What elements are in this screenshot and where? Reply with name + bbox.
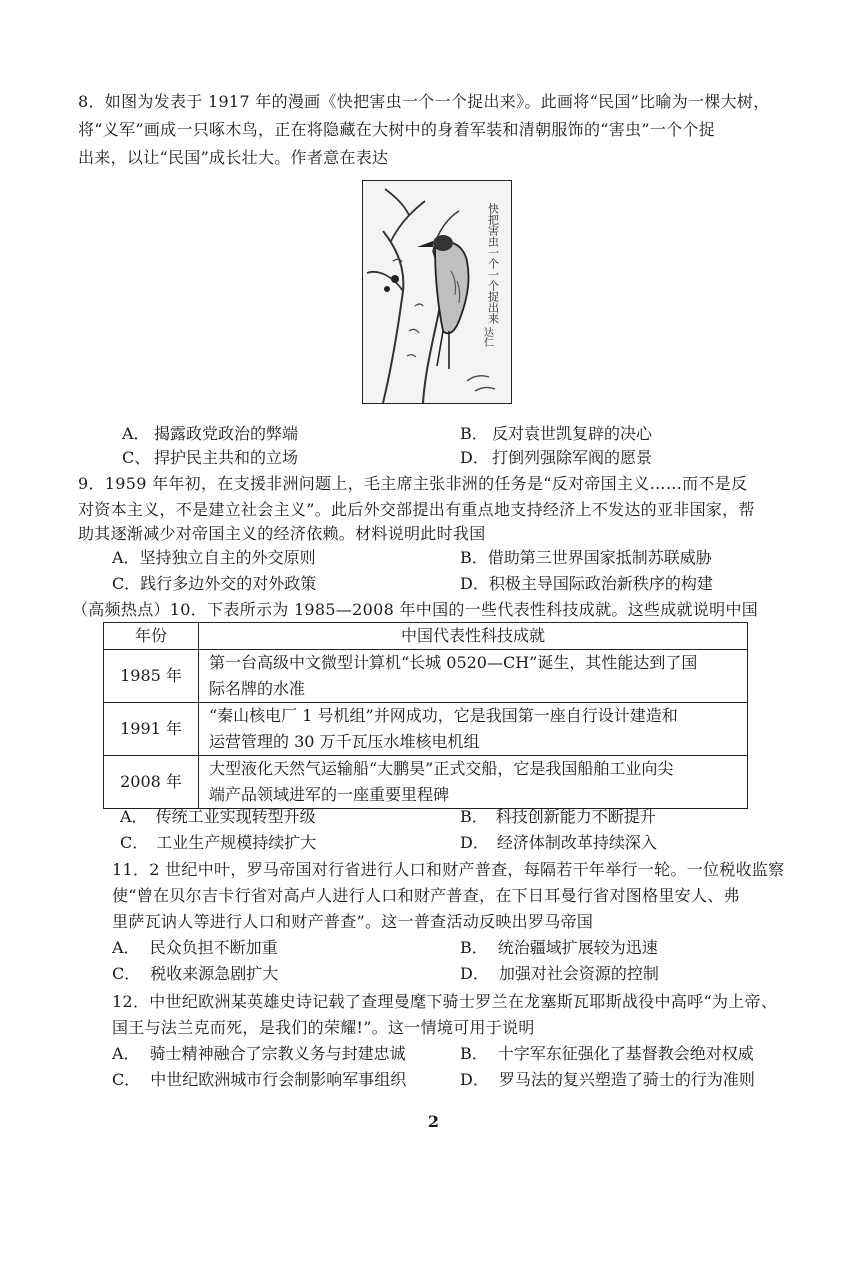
q8-option-a[interactable] [122, 422, 298, 446]
q12-option-b-key: B． [460, 1044, 488, 1063]
q12-option-a-text: 骑士精神融合了宗教义务与封建忠诚 [149, 1044, 406, 1063]
q10-option-c-key: C． [120, 833, 149, 852]
q12-stem-line-1: 12．中世纪欧洲某英雄史诗记载了查理曼麾下骑士罗兰在龙塞斯瓦耶斯战役中高呼“为上帝、 [112, 992, 778, 1011]
q8-option-a-text: 揭露政党政治的弊端 [154, 424, 299, 443]
q10-option-a[interactable] [120, 805, 316, 829]
q11-option-a-key: A． [112, 938, 140, 957]
q9-option-a-text: 坚持独立自主的外交原则 [139, 548, 316, 567]
q8-option-c[interactable] [122, 446, 298, 470]
q8-stem-line-2: 将“义军”画成一只啄木鸟，正在将隐藏在大树中的身着军装和清朝服饰的“害虫”一个个捉 [78, 120, 716, 139]
q11-option-b-key: B． [460, 938, 488, 957]
q11-stem-line-1: 11．2 世纪中叶，罗马帝国对行省进行人口和财产普查，每隔若干年举行一轮。一位税收监察 [112, 860, 785, 879]
q8-option-b[interactable] [460, 422, 652, 446]
q9-option-b[interactable] [460, 546, 712, 570]
q8-option-b-key: B． [460, 424, 488, 443]
q12-option-c-text: 中世纪欧洲城市行会制影响军事组织 [150, 1070, 407, 1089]
q8-option-d-text: 打倒列强除军阀的愿景 [492, 448, 653, 467]
q9-option-c[interactable] [112, 572, 316, 596]
q11-option-c[interactable] [112, 962, 278, 986]
table-row [104, 650, 748, 703]
q12-option-b[interactable] [460, 1042, 754, 1066]
achievement-line: 际名牌的水准 [209, 679, 306, 698]
achievement-line: 运营管理的 30 万千瓦压水堆核电机组 [209, 732, 480, 751]
q9-stem-line-1: 9．1959 年年初，在支援非洲问题上，毛主席主张非洲的任务是“反对帝国主义……而不是反 [78, 474, 748, 493]
q12-option-d-key: D． [460, 1070, 489, 1089]
q10-option-c[interactable] [120, 831, 316, 855]
q12-option-c[interactable] [112, 1068, 406, 1092]
table-cell-year: 1991 年 [104, 703, 199, 756]
page-number: 2 [427, 1112, 440, 1131]
q8-stem-line-1: 8．如图为发表于 1917 年的漫画《快把害虫一个一个捉出来》。此画将“民国”比喻为一棵大树， [78, 92, 770, 111]
q9-option-b-key: B． [460, 548, 488, 567]
q8-option-d-key: D． [460, 448, 489, 467]
q10-option-d-text: 经济体制改革持续深入 [496, 833, 657, 852]
table-header-row [104, 623, 748, 650]
q10-stem: （高频热点）10．下表所示为 1985—2008 年中国的一些代表性科技成就。这些成就说明中国 [72, 600, 759, 619]
q12-option-c-key: C． [112, 1070, 141, 1089]
q12-option-b-text: 十字军东征强化了基督教会绝对权威 [497, 1044, 754, 1063]
q10-option-d-key: D． [460, 833, 489, 852]
q8-option-c-key: C、 [122, 448, 151, 467]
q11-option-c-text: 税收来源急剧扩大 [150, 964, 279, 983]
cartoon-drawing [363, 181, 511, 403]
q11-option-d[interactable] [460, 962, 659, 986]
q8-stem-line-3: 出来，以让“民国”成长壮大。作者意在表达 [78, 148, 389, 167]
table-row [104, 756, 748, 809]
q10-option-c-text: 工业生产规模持续扩大 [156, 833, 317, 852]
q8-option-a-key: A． [122, 424, 150, 443]
q12-option-a-key: A． [112, 1044, 140, 1063]
q11-option-b-text: 统治疆域扩展较为迅速 [497, 938, 658, 957]
table-cell-achievement [199, 650, 748, 703]
q9-option-d-text: 积极主导国际政治新秩序的构建 [488, 574, 713, 593]
q11-option-a-text: 民众负担不断加重 [149, 938, 278, 957]
q9-option-a-key: A． [112, 548, 140, 567]
q11-option-d-text: 加强对社会资源的控制 [498, 964, 659, 983]
achievement-line: “秦山核电厂 1 号机组”并网成功，它是我国第一座自行设计建造和 [209, 706, 678, 725]
q9-option-d[interactable] [460, 572, 713, 596]
table-header-achievement: 中国代表性科技成就 [199, 623, 748, 650]
q11-stem-line-3: 里萨瓦讷人等进行人口和财产普查”。这一普查活动反映出罗马帝国 [112, 912, 594, 931]
woodpecker-tree-cartoon [362, 180, 512, 404]
q8-option-d[interactable] [460, 446, 652, 470]
q9-stem-line-3: 助其逐渐减少对帝国主义的经济依赖。材料说明此时我国 [78, 524, 486, 543]
q12-option-d[interactable] [460, 1068, 755, 1092]
table-cell-year: 1985 年 [104, 650, 199, 703]
q9-option-d-key: D． [460, 574, 489, 593]
table-cell-year: 2008 年 [104, 756, 199, 809]
q9-option-c-text: 践行多边外交的对外政策 [140, 574, 317, 593]
cartoon-inscription: 快把害虫一个一个捉出来 [486, 203, 500, 324]
q10-option-d[interactable] [460, 831, 657, 855]
q11-option-a[interactable] [112, 936, 278, 960]
table-cell-achievement [199, 756, 748, 809]
q11-option-d-key: D． [460, 964, 489, 983]
q10-option-b[interactable] [460, 805, 656, 829]
q10-option-b-key: B． [460, 807, 488, 826]
q9-stem-line-2: 对资本主义，不是建立社会主义”。此后外交部提出有重点地支持经济上不发达的亚非国家，帮 [78, 500, 755, 519]
q8-option-b-text: 反对袁世凯复辟的决心 [492, 424, 653, 443]
q11-stem-line-2: 使“曾在贝尔吉卡行省对高卢人进行人口和财产普查，在下日耳曼行省对图格里安人、弗 [112, 886, 740, 905]
q9-option-c-key: C． [112, 574, 141, 593]
table-cell-achievement [199, 703, 748, 756]
cartoon-signature: 达仁 [481, 327, 493, 347]
q12-option-a[interactable] [112, 1042, 406, 1066]
q10-option-a-key: A． [120, 807, 148, 826]
q9-option-b-text: 借助第三世界国家抵制苏联威胁 [487, 548, 712, 567]
q12-option-d-text: 罗马法的复兴塑造了骑士的行为准则 [498, 1070, 755, 1089]
q11-option-c-key: C． [112, 964, 141, 983]
table-row [104, 703, 748, 756]
q8-option-c-text: 捍护民主共和的立场 [154, 448, 299, 467]
achievements-table [103, 622, 748, 809]
q10-option-b-text: 科技创新能力不断提升 [495, 807, 656, 826]
achievement-line: 端产品领域进军的一座重要里程碑 [209, 785, 450, 804]
achievement-line: 第一台高级中文微型计算机“长城 0520—CH”诞生，其性能达到了国 [209, 653, 698, 672]
q11-option-b[interactable] [460, 936, 658, 960]
q10-option-a-text: 传统工业实现转型升级 [155, 807, 316, 826]
achievement-line: 大型液化天然气运输船“大鹏昊”正式交船，它是我国船舶工业向尖 [209, 759, 674, 778]
q12-stem-line-2: 国王与法兰克而死，是我们的荣耀!”。这一情境可用于说明 [112, 1018, 535, 1037]
q9-option-a[interactable] [112, 546, 316, 570]
table-header-year: 年份 [104, 623, 199, 650]
